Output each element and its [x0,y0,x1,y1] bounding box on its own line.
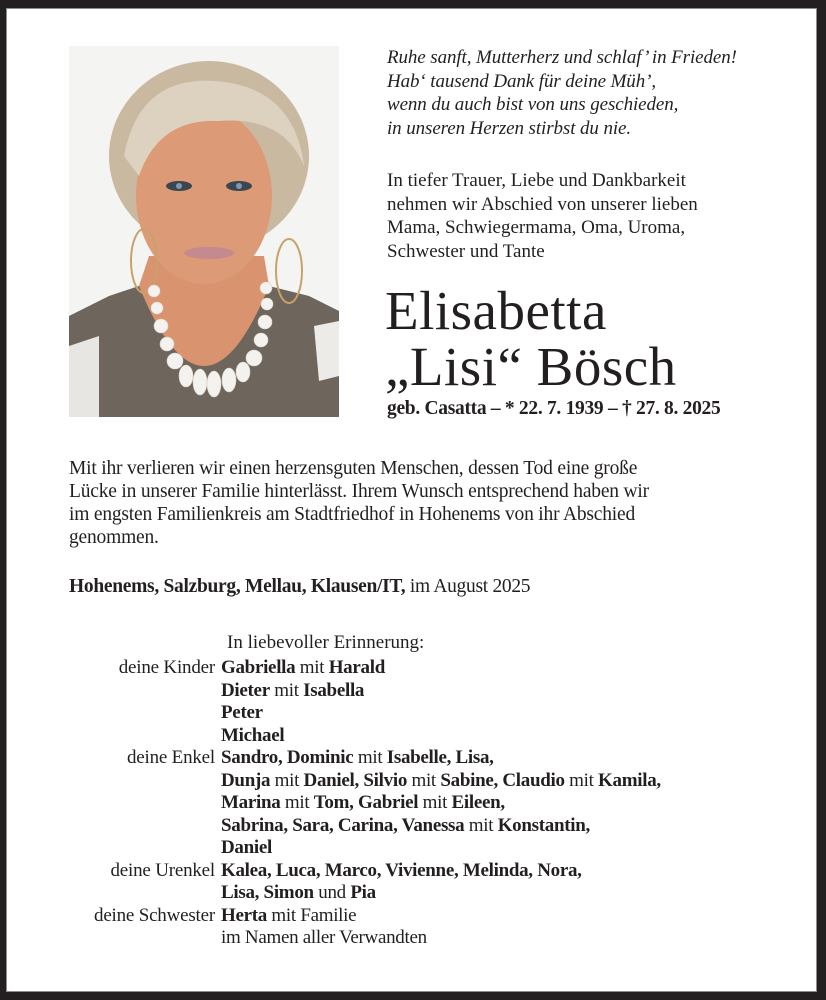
connector-text: mit [464,814,498,836]
portrait-image-icon [69,46,339,417]
member-name: Michael [221,724,285,746]
member-name: Tom, Gabriel [313,792,419,813]
family-line [221,725,385,748]
connector-text: mit [564,769,599,791]
family-line [221,770,661,793]
date: im August 2025 [405,576,531,597]
connector-text: mit Familie [266,904,357,926]
member-name: Kamila, [598,769,661,791]
family-members [221,657,385,747]
member-name: Dunja [221,769,271,791]
verse-line: wenn du auch bist von uns geschieden, [387,94,679,115]
family-line [221,905,427,928]
family-line [221,702,385,725]
member-name: Herta [221,904,267,926]
intro-line: In tiefer Trauer, Liebe und Dankbarkeit [387,170,686,191]
member-name: Dieter [221,679,270,701]
obituary-body [69,457,769,549]
family-group-label: deine Kinder [118,657,215,678]
member-name: Marina [221,792,281,813]
member-name: Daniel, Silvio [303,769,408,791]
family-members [221,860,582,905]
family-line [221,882,582,905]
body-line: Mit ihr verlieren wir einen herzensguten Menschen, dessen Tod eine große [69,458,638,479]
connector-text: mit [280,792,314,813]
connector-text: mit [295,657,329,678]
member-name: Isabelle, Lisa, [386,747,494,768]
mourning-intro [387,169,759,263]
family-members [221,747,661,860]
family-group-label: deine Enkel [126,747,215,768]
intro-line: Mama, Schwiegermama, Oma, Uroma, [387,217,686,238]
nickname-surname: „Lisi“ Bösch [385,336,677,397]
family-group [7,747,818,860]
member-name: Konstantin, [497,814,590,836]
member-name: Harald [328,657,385,678]
member-name: Isabella [303,679,365,701]
family-line [221,680,385,703]
place-and-date [69,575,530,599]
family-line [221,927,427,950]
places: Hohenems, Salzburg, Mellau, Klausen/IT, [69,576,406,597]
intro-line: nehmen wir Abschied von unserer lieben [387,193,698,215]
member-name: Pia [350,882,376,903]
member-name: Sabrina, Sara, Carina, Vanessa [221,814,465,836]
verse-line: Hab‘ tausend Dank für deine Müh’, [387,70,656,92]
deceased-name [385,280,677,397]
body-line: genommen. [69,527,159,548]
family-group [7,905,818,950]
family-list [7,657,818,950]
connector-text: mit [407,769,441,791]
family-line [221,747,661,770]
member-name: Peter [221,702,263,723]
memory-heading: In liebevoller Erinnerung: [227,632,425,653]
connector-text: mit [418,792,452,813]
family-line [221,815,661,838]
member-name: Eileen, [451,792,505,813]
family-group-label: deine Urenkel [110,859,215,881]
body-line: im engsten Familienkreis am Stadtfriedhof in Hohenems von ihr Abschied [69,504,636,525]
family-group [7,657,818,747]
member-name: Sandro, Dominic [221,747,354,768]
family-group-label: deine Schwester [94,904,215,926]
connector-text: mit [270,769,304,791]
member-name: Kalea, Luca, Marco, Vivienne, Melinda, Nora, [221,859,582,881]
family-line [221,657,385,680]
body-line: Lücke in unserer Familie hinterlässt. Ihrem Wunsch entsprechend haben wir [69,481,649,502]
member-name: Gabriella [221,657,296,678]
portrait-photo [69,46,339,417]
first-name: Elisabetta [385,280,607,341]
connector-text: mit [269,679,304,701]
verse-line: Ruhe sanft, Mutterherz und schlaf’ in Frieden! [387,47,737,68]
connector-text: und [313,882,351,903]
birth-death-dates: geb. Casatta – * 22. 7. 1939 – † 27. 8. 2025 [387,398,721,419]
family-line [221,792,661,815]
connector-text: mit [353,747,387,768]
member-name: Lisa, Simon [221,882,314,903]
member-name: Sabine, Claudio [440,769,565,791]
family-line [221,860,582,883]
obituary-page [6,8,817,992]
connector-text: im Namen aller Verwandten [221,927,427,948]
verse-line: in unseren Herzen stirbst du nie. [387,117,632,139]
family-group [7,860,818,905]
memorial-verse [387,46,737,140]
family-line [221,837,661,860]
family-members [221,905,427,950]
intro-line: Schwester und Tante [387,240,545,262]
member-name: Daniel [221,837,272,858]
